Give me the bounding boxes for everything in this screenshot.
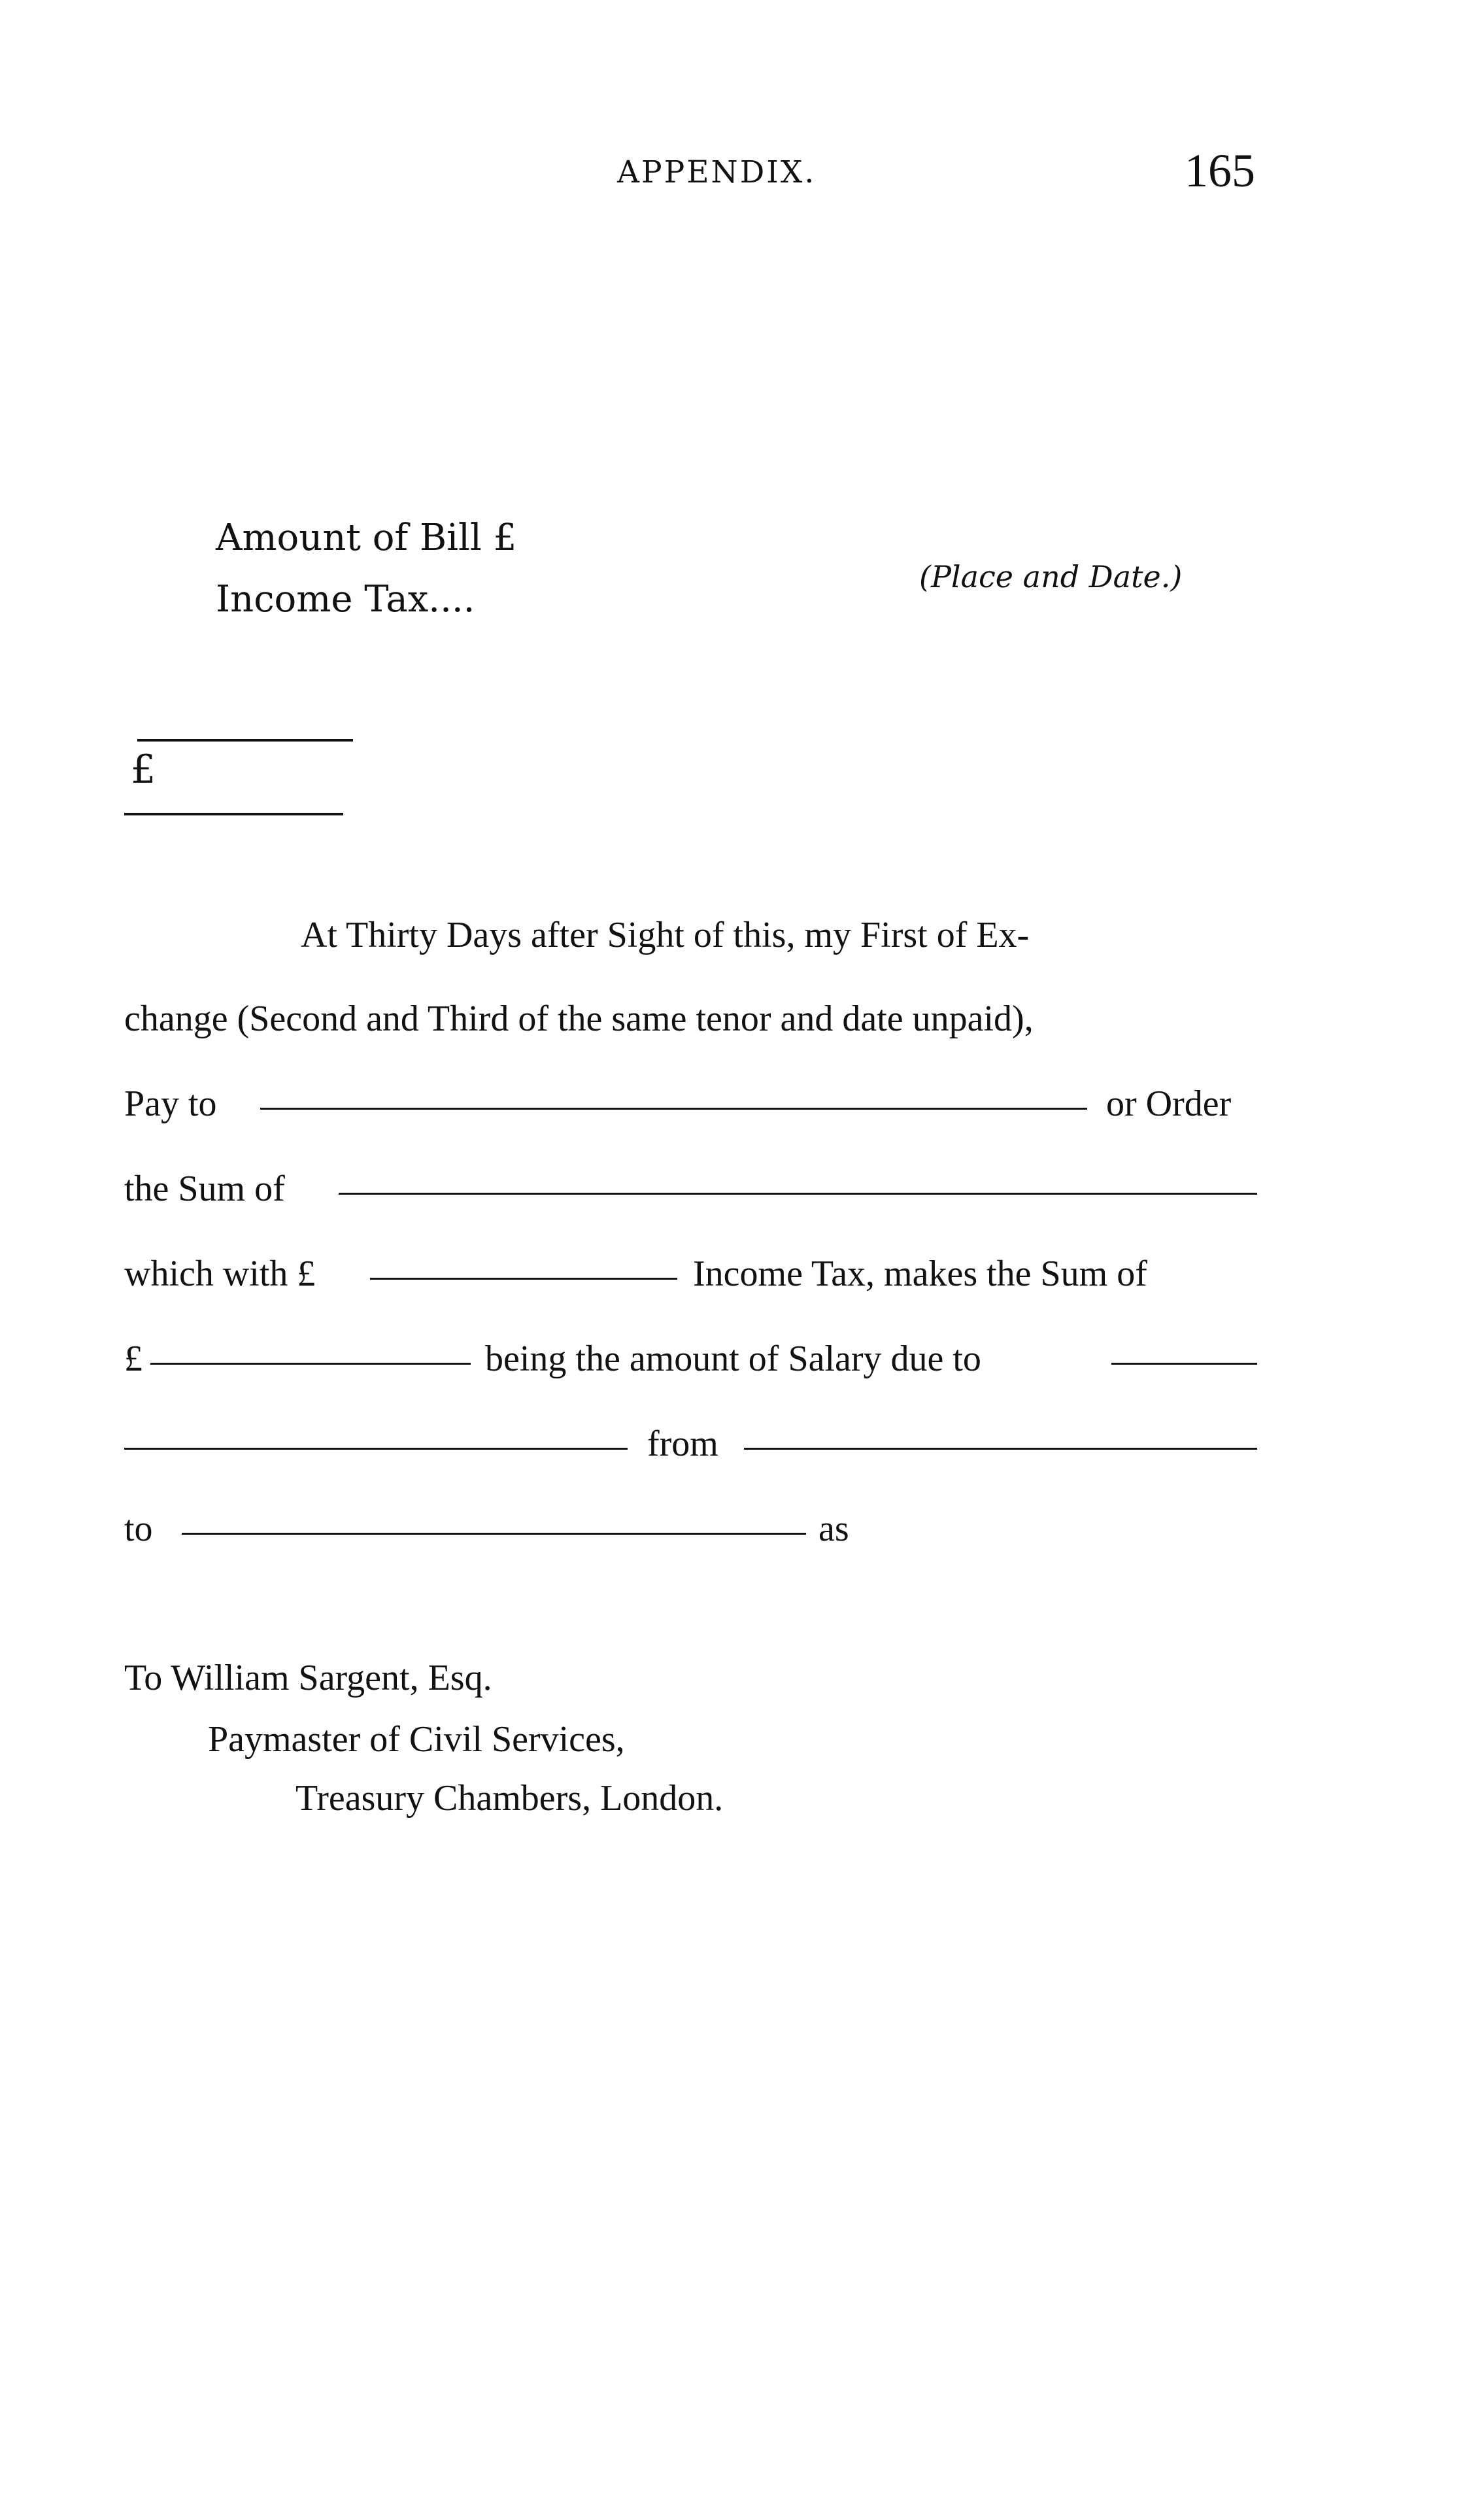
to-date-blank[interactable] [182,1533,806,1535]
to-label: to [124,1509,153,1549]
bill-line-5 [124,1253,1258,1299]
pound-box-bottom-rule [124,813,343,815]
bill-line-2 [124,998,1258,1044]
income-tax-label: Income Tax.... [216,578,475,621]
address-title-line: Paymaster of Civil Services, [208,1719,625,1760]
bill-line-4 [124,1168,1258,1214]
income-tax-amount-blank[interactable] [370,1278,677,1280]
sum-of-blank[interactable] [339,1193,1257,1195]
pound-box-top-rule [137,739,353,742]
bill-line-8 [124,1508,1258,1554]
from-date-blank[interactable] [744,1448,1257,1450]
place-and-date-label: (Place and Date.) [919,559,1183,594]
from-label: from [647,1424,718,1464]
pound-box-symbol: £ [131,747,156,793]
salary-due-to-blank[interactable] [1111,1363,1257,1365]
which-with-label: which with £ [124,1254,316,1294]
pay-to-blank[interactable] [260,1108,1087,1110]
income-tax-makes-label: Income Tax, makes the Sum of [693,1254,1147,1294]
salary-due-label: being the amount of Salary due to [485,1339,981,1379]
page-number: 165 [1185,145,1255,197]
bill-line-3 [124,1083,1258,1129]
address-to-line: To William Sargent, Esq. [124,1658,492,1698]
bill-text-line-2: change (Second and Third of the same tenor and date unpaid), [124,999,1034,1039]
pay-to-label: Pay to [124,1084,217,1124]
as-label: as [818,1509,849,1549]
bill-line-6 [124,1338,1258,1384]
sum-of-label: the Sum of [124,1169,285,1209]
address-location-line: Treasury Chambers, London. [295,1778,724,1819]
bill-text-line-1: At Thirty Days after Sight of this, my First of Ex- [301,915,1030,955]
running-head-title: APPENDIX. [617,154,817,190]
bill-line-1 [124,914,1258,960]
total-amount-blank[interactable] [150,1363,471,1365]
bill-line-7 [124,1423,1258,1469]
amount-of-bill-label: Amount of Bill £ [216,517,517,559]
or-order-label: or Order [1106,1084,1232,1124]
pound-sign-label: £ [124,1339,143,1379]
payee-name-blank[interactable] [124,1448,628,1450]
